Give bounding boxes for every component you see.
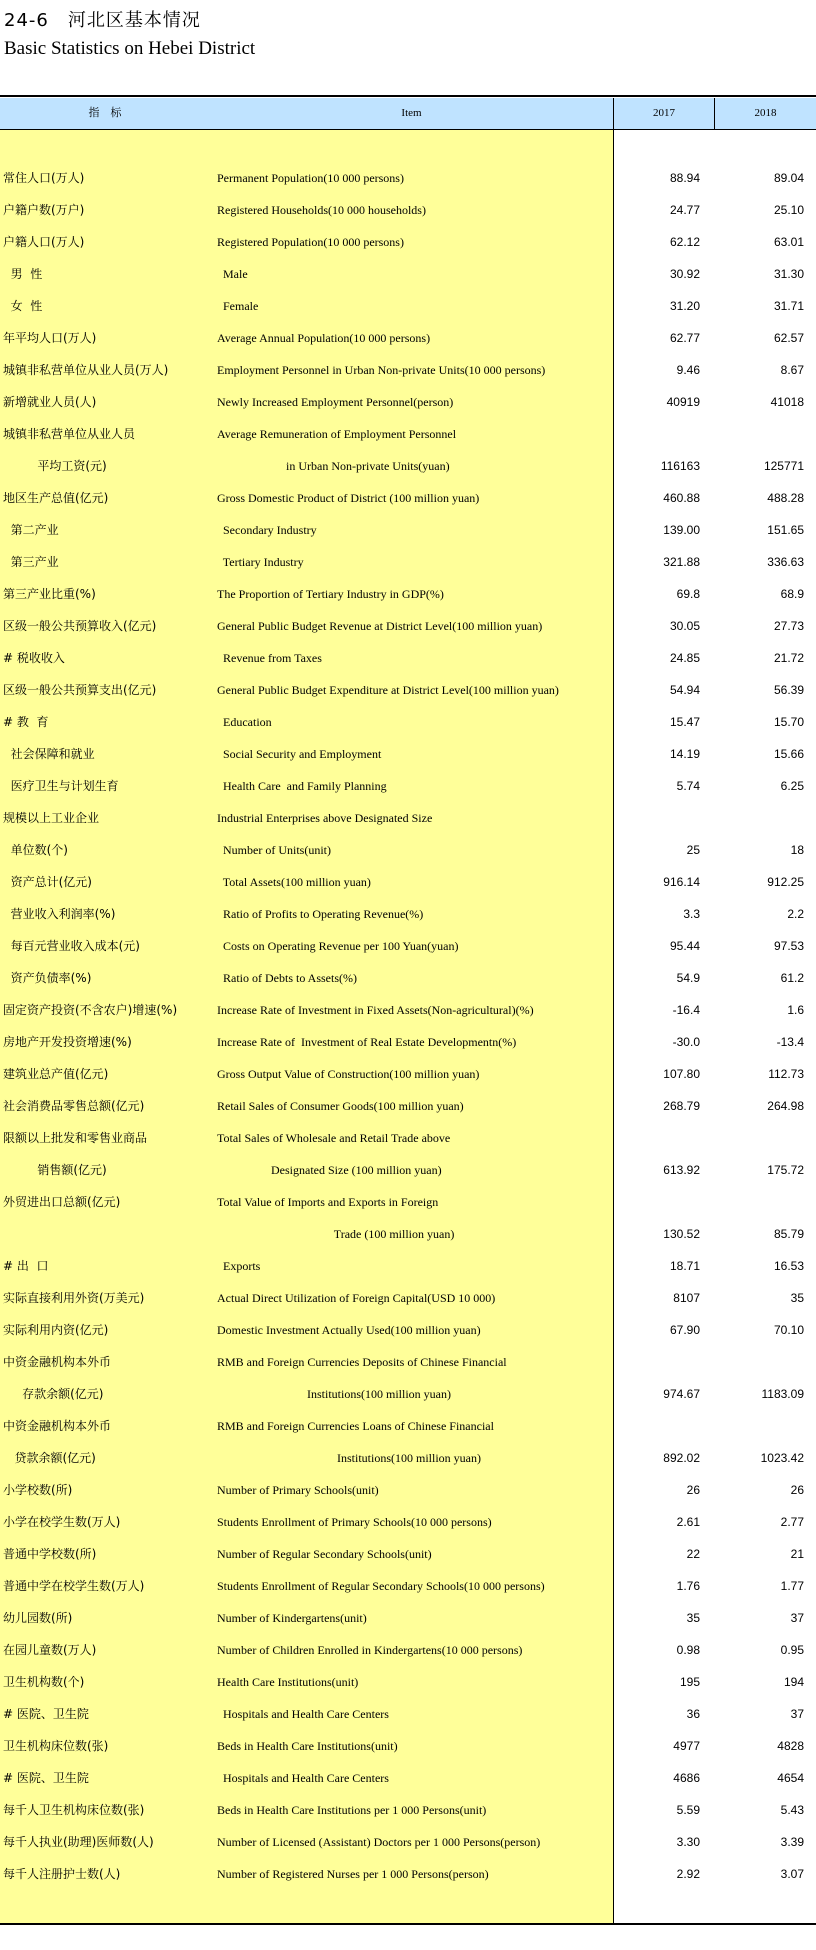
row-label-english: Average Annual Population(10 000 persons) bbox=[217, 331, 431, 345]
row-label-chinese: 第三产业比重(%) bbox=[3, 587, 96, 601]
row-label-english: Number of Primary Schools(unit) bbox=[217, 1483, 379, 1497]
value-2017: 195 bbox=[679, 1675, 700, 1689]
value-2017: 139.00 bbox=[663, 523, 700, 537]
table-title-chinese: 24-6 河北区基本情况 bbox=[4, 10, 201, 31]
value-2017: 2.92 bbox=[676, 1867, 700, 1881]
value-2018: 3.39 bbox=[780, 1835, 804, 1849]
value-2017: 24.77 bbox=[669, 203, 700, 217]
table-row bbox=[0, 610, 816, 642]
row-label-chinese: 卫生机构床位数(张) bbox=[3, 1739, 109, 1753]
value-2018: 336.63 bbox=[767, 555, 804, 569]
value-2018: 15.70 bbox=[773, 715, 804, 729]
value-2018: 31.30 bbox=[773, 267, 804, 281]
row-label-chinese: 卫生机构数(个) bbox=[3, 1675, 85, 1689]
value-2018: 125771 bbox=[763, 459, 804, 473]
table-row bbox=[0, 866, 816, 898]
value-2017: 268.79 bbox=[663, 1099, 700, 1113]
value-2018: 264.98 bbox=[767, 1099, 804, 1113]
value-2018: 56.39 bbox=[773, 683, 804, 697]
value-2018: 61.2 bbox=[780, 971, 804, 985]
row-label-english: Gross Output Value of Construction(100 million yuan) bbox=[217, 1067, 480, 1081]
table-row bbox=[0, 1378, 816, 1410]
row-label-chinese: 新增就业人员(人) bbox=[3, 395, 97, 409]
table-row bbox=[0, 1122, 816, 1154]
row-label-english: Health Care Institutions(unit) bbox=[217, 1675, 359, 1689]
row-label-english: Costs on Operating Revenue per 100 Yuan(yuan) bbox=[217, 939, 459, 953]
value-2017: 31.20 bbox=[669, 299, 700, 313]
value-2017: 67.90 bbox=[669, 1323, 700, 1337]
value-2017: 4686 bbox=[673, 1771, 700, 1785]
value-2018: 21 bbox=[790, 1547, 804, 1561]
row-label-english: Female bbox=[217, 299, 259, 313]
row-label-english: Male bbox=[217, 267, 248, 281]
row-label-english: Institutions(100 million yuan) bbox=[217, 1387, 451, 1401]
row-label-chinese: 外贸进出口总额(亿元) bbox=[3, 1195, 121, 1209]
row-label-chinese: # 出 口 bbox=[3, 1259, 49, 1273]
row-label-chinese: 单位数(个) bbox=[3, 843, 68, 857]
value-2017: 54.94 bbox=[669, 683, 700, 697]
row-label-chinese: 城镇非私营单位从业人员 bbox=[3, 427, 136, 441]
row-label-chinese: 实际利用内资(亿元) bbox=[3, 1323, 109, 1337]
value-2018: 85.79 bbox=[773, 1227, 804, 1241]
table-row bbox=[0, 1794, 816, 1826]
value-2018: 4654 bbox=[777, 1771, 804, 1785]
row-label-chinese: 限额以上批发和零售业商品 bbox=[3, 1131, 148, 1145]
row-label-english: Ratio of Debts to Assets(%) bbox=[217, 971, 357, 985]
row-label-chinese: 地区生产总值(亿元) bbox=[3, 491, 109, 505]
value-2017: 116163 bbox=[660, 459, 700, 473]
value-2017: 25 bbox=[686, 843, 700, 857]
row-label-chinese: 男 性 bbox=[3, 267, 43, 281]
table-row bbox=[0, 162, 816, 194]
table-row bbox=[0, 770, 816, 802]
row-label-english: Students Enrollment of Primary Schools(10 000 persons) bbox=[217, 1515, 492, 1529]
table-row bbox=[0, 194, 816, 226]
value-2018: 1.6 bbox=[787, 1003, 804, 1017]
value-2018: 2.77 bbox=[780, 1515, 804, 1529]
row-label-chinese: 年平均人口(万人) bbox=[3, 331, 97, 345]
header-indicator: 指 标 bbox=[88, 107, 122, 119]
table-row bbox=[0, 1346, 816, 1378]
row-label-chinese: 医疗卫生与计划生育 bbox=[3, 779, 119, 793]
value-2017: 40919 bbox=[666, 395, 700, 409]
value-2017: 321.88 bbox=[663, 555, 700, 569]
row-label-chinese: 社会保障和就业 bbox=[3, 747, 95, 761]
value-2017: 30.92 bbox=[669, 267, 700, 281]
value-2017: 15.47 bbox=[669, 715, 700, 729]
row-label-chinese: 区级一般公共预算支出(亿元) bbox=[3, 683, 157, 697]
value-2018: 26 bbox=[790, 1483, 804, 1497]
statistics-table bbox=[0, 95, 816, 1925]
table-row bbox=[0, 1634, 816, 1666]
table-row bbox=[0, 1826, 816, 1858]
value-2018: 37 bbox=[790, 1611, 804, 1625]
row-label-english: Designated Size (100 million yuan) bbox=[217, 1163, 442, 1177]
value-2017: -16.4 bbox=[672, 1003, 700, 1017]
value-2018: 31.71 bbox=[773, 299, 804, 313]
row-label-english: Domestic Investment Actually Used(100 million yuan) bbox=[217, 1323, 481, 1337]
column-divider-2 bbox=[714, 98, 715, 130]
value-2018: 5.43 bbox=[780, 1803, 804, 1817]
table-header bbox=[0, 98, 816, 130]
table-row bbox=[0, 1762, 816, 1794]
table-row bbox=[0, 1410, 816, 1442]
value-2018: 27.73 bbox=[773, 619, 804, 633]
value-2017: 88.94 bbox=[669, 171, 700, 185]
value-2018: 41018 bbox=[770, 395, 804, 409]
row-label-chinese: 区级一般公共预算收入(亿元) bbox=[3, 619, 157, 633]
row-label-chinese: # 教 育 bbox=[3, 715, 49, 729]
row-label-english: Secondary Industry bbox=[217, 523, 317, 537]
table-row bbox=[0, 1250, 816, 1282]
table-row bbox=[0, 1282, 816, 1314]
value-2017: 36 bbox=[686, 1707, 700, 1721]
value-2018: 62.57 bbox=[773, 331, 804, 345]
row-label-chinese: 固定资产投资(不含农户)增速(%) bbox=[3, 1003, 178, 1017]
value-2018: 175.72 bbox=[767, 1163, 804, 1177]
row-label-english: General Public Budget Expenditure at District Level(100 million yuan) bbox=[217, 683, 559, 697]
row-label-chinese: 第二产业 bbox=[3, 523, 59, 537]
row-label-chinese: 每千人注册护士数(人) bbox=[3, 1867, 121, 1881]
value-2018: 1.77 bbox=[780, 1579, 804, 1593]
row-label-chinese: 女 性 bbox=[3, 299, 43, 313]
row-label-english: Industrial Enterprises above Designated Size bbox=[217, 811, 433, 825]
value-2017: 5.74 bbox=[676, 779, 700, 793]
row-label-english: Registered Population(10 000 persons) bbox=[217, 235, 404, 249]
value-2017: 107.80 bbox=[663, 1067, 700, 1081]
row-label-english: Tertiary Industry bbox=[217, 555, 304, 569]
value-2018: 68.9 bbox=[780, 587, 804, 601]
value-2017: 0.98 bbox=[676, 1643, 700, 1657]
row-label-english: Number of Regular Secondary Schools(unit) bbox=[217, 1547, 432, 1561]
value-2017: 130.52 bbox=[663, 1227, 700, 1241]
row-label-chinese: # 税收收入 bbox=[3, 651, 65, 665]
value-2017: 974.67 bbox=[663, 1387, 700, 1401]
row-label-english: RMB and Foreign Currencies Loans of Chinese Financial bbox=[217, 1419, 494, 1433]
table-row bbox=[0, 1154, 816, 1186]
row-label-english: Hospitals and Health Care Centers bbox=[217, 1771, 389, 1785]
table-title-english: Basic Statistics on Hebei District bbox=[4, 38, 256, 59]
table-row bbox=[0, 738, 816, 770]
table-row bbox=[0, 130, 816, 162]
row-label-chinese: 实际直接利用外资(万美元) bbox=[3, 1291, 145, 1305]
table-row bbox=[0, 834, 816, 866]
value-2018: 8.67 bbox=[780, 363, 804, 377]
table-row bbox=[0, 994, 816, 1026]
row-label-chinese: 资产负债率(%) bbox=[3, 971, 92, 985]
table-row bbox=[0, 1698, 816, 1730]
value-2018: -13.4 bbox=[776, 1035, 804, 1049]
row-label-english: Health Care and Family Planning bbox=[217, 779, 387, 793]
table-row bbox=[0, 258, 816, 290]
value-2017: 69.8 bbox=[676, 587, 700, 601]
value-2018: 6.25 bbox=[780, 779, 804, 793]
row-label-chinese: 普通中学在校学生数(万人) bbox=[3, 1579, 145, 1593]
row-label-chinese: 每百元营业收入成本(元) bbox=[3, 939, 140, 953]
value-2018: 15.66 bbox=[773, 747, 804, 761]
row-label-chinese: 在园儿童数(万人) bbox=[3, 1643, 97, 1657]
table-row bbox=[0, 386, 816, 418]
table-row bbox=[0, 1058, 816, 1090]
value-2017: 460.88 bbox=[663, 491, 700, 505]
table-row bbox=[0, 418, 816, 450]
header-item: Item bbox=[401, 107, 422, 119]
row-label-chinese: 户籍人口(万人) bbox=[3, 235, 85, 249]
bottom-rule bbox=[0, 1923, 816, 1925]
value-2018: 89.04 bbox=[773, 171, 804, 185]
value-2017: -30.0 bbox=[672, 1035, 700, 1049]
table-row bbox=[0, 1218, 816, 1250]
value-2017: 3.30 bbox=[676, 1835, 700, 1849]
value-2018: 18 bbox=[790, 843, 804, 857]
table-row bbox=[0, 226, 816, 258]
row-label-chinese: 常住人口(万人) bbox=[3, 171, 85, 185]
row-label-english: Retail Sales of Consumer Goods(100 million yuan) bbox=[217, 1099, 464, 1113]
row-label-chinese: 存款余额(亿元) bbox=[3, 1387, 104, 1401]
row-label-chinese: 城镇非私营单位从业人员(万人) bbox=[3, 363, 169, 377]
row-label-chinese: 平均工资(元) bbox=[3, 459, 107, 473]
value-2017: 613.92 bbox=[663, 1163, 700, 1177]
row-label-english: Students Enrollment of Regular Secondary Schools(10 000 persons) bbox=[217, 1579, 545, 1593]
value-2017: 9.46 bbox=[676, 363, 700, 377]
table-row bbox=[0, 962, 816, 994]
row-label-chinese: 小学校数(所) bbox=[3, 1483, 73, 1497]
row-label-english: Gross Domestic Product of District (100 million yuan) bbox=[217, 491, 480, 505]
table-row bbox=[0, 514, 816, 546]
value-2017: 62.12 bbox=[669, 235, 700, 249]
row-label-english: Increase Rate of Investment in Fixed Assets(Non-agricultural)(%) bbox=[217, 1003, 534, 1017]
row-label-chinese: 社会消费品零售总额(亿元) bbox=[3, 1099, 145, 1113]
value-2018: 37 bbox=[790, 1707, 804, 1721]
value-2018: 63.01 bbox=[773, 235, 804, 249]
value-2018: 16.53 bbox=[773, 1259, 804, 1273]
value-2017: 18.71 bbox=[669, 1259, 700, 1273]
table-row bbox=[0, 1026, 816, 1058]
table-row bbox=[0, 354, 816, 386]
table-row bbox=[0, 1602, 816, 1634]
table-row bbox=[0, 1730, 816, 1762]
value-2017: 22 bbox=[686, 1547, 700, 1561]
row-label-english: Revenue from Taxes bbox=[217, 651, 322, 665]
row-label-english: Exports bbox=[217, 1259, 261, 1273]
value-2017: 14.19 bbox=[669, 747, 700, 761]
row-label-chinese: 销售额(亿元) bbox=[3, 1163, 107, 1177]
table-row bbox=[0, 1090, 816, 1122]
row-label-chinese: 中资金融机构本外币 bbox=[3, 1419, 112, 1433]
row-label-english: Number of Kindergartens(unit) bbox=[217, 1611, 367, 1625]
row-label-chinese: 户籍户数(万户) bbox=[3, 203, 85, 217]
row-label-english: Number of Children Enrolled in Kindergartens(10 000 persons) bbox=[217, 1643, 523, 1657]
row-label-chinese: 贷款余额(亿元) bbox=[3, 1451, 96, 1465]
table-row bbox=[0, 1538, 816, 1570]
table-row bbox=[0, 802, 816, 834]
table-row bbox=[0, 1442, 816, 1474]
row-label-english: Hospitals and Health Care Centers bbox=[217, 1707, 389, 1721]
row-label-english: Total Assets(100 million yuan) bbox=[217, 875, 371, 889]
table-row bbox=[0, 1570, 816, 1602]
row-label-english: Number of Registered Nurses per 1 000 Persons(person) bbox=[217, 1867, 489, 1881]
table-row bbox=[0, 578, 816, 610]
row-label-chinese: # 医院、卫生院 bbox=[3, 1771, 89, 1785]
table-row bbox=[0, 674, 816, 706]
row-label-english: RMB and Foreign Currencies Deposits of Chinese Financial bbox=[217, 1355, 507, 1369]
value-2017: 54.9 bbox=[676, 971, 700, 985]
row-label-english: Beds in Health Care Institutions per 1 000 Persons(unit) bbox=[217, 1803, 487, 1817]
row-label-chinese: 中资金融机构本外币 bbox=[3, 1355, 112, 1369]
table-row bbox=[0, 1858, 816, 1890]
row-label-english: Trade (100 million yuan) bbox=[217, 1227, 455, 1241]
row-label-english: Actual Direct Utilization of Foreign Capital(USD 10 000) bbox=[217, 1291, 496, 1305]
row-label-chinese: 规模以上工业企业 bbox=[3, 811, 100, 825]
value-2017: 4977 bbox=[673, 1739, 700, 1753]
row-label-chinese: 幼儿园数(所) bbox=[3, 1611, 73, 1625]
row-label-chinese: # 医院、卫生院 bbox=[3, 1707, 89, 1721]
table-row bbox=[0, 642, 816, 674]
value-2018: 912.25 bbox=[767, 875, 804, 889]
table-row bbox=[0, 1314, 816, 1346]
table-row bbox=[0, 1186, 816, 1218]
table-row bbox=[0, 322, 816, 354]
value-2018: 1023.42 bbox=[760, 1451, 804, 1465]
row-label-chinese: 营业收入利润率(%) bbox=[3, 907, 116, 921]
row-label-english: Social Security and Employment bbox=[217, 747, 382, 761]
row-label-english: in Urban Non-private Units(yuan) bbox=[217, 459, 450, 473]
row-label-english: Number of Units(unit) bbox=[217, 843, 331, 857]
value-2018: 1183.09 bbox=[761, 1387, 804, 1401]
value-2018: 70.10 bbox=[773, 1323, 804, 1337]
value-2017: 95.44 bbox=[669, 939, 700, 953]
row-label-english: Total Sales of Wholesale and Retail Trade above bbox=[217, 1131, 451, 1145]
row-label-english: General Public Budget Revenue at District Level(100 million yuan) bbox=[217, 619, 543, 633]
value-2017: 1.76 bbox=[676, 1579, 700, 1593]
value-2018: 25.10 bbox=[773, 203, 804, 217]
value-2017: 892.02 bbox=[663, 1451, 700, 1465]
row-label-english: Institutions(100 million yuan) bbox=[217, 1451, 481, 1465]
top-rule bbox=[0, 95, 816, 97]
value-2017: 30.05 bbox=[669, 619, 700, 633]
value-2018: 97.53 bbox=[773, 939, 804, 953]
row-label-english: Beds in Health Care Institutions(unit) bbox=[217, 1739, 398, 1753]
row-label-english: The Proportion of Tertiary Industry in GDP(%) bbox=[217, 587, 444, 601]
row-label-english: Increase Rate of Investment of Real Estate Developmentn(%) bbox=[217, 1035, 517, 1049]
table-row bbox=[0, 450, 816, 482]
value-2017: 35 bbox=[686, 1611, 700, 1625]
value-2017: 8107 bbox=[673, 1291, 700, 1305]
value-2018: 4828 bbox=[777, 1739, 804, 1753]
value-2017: 62.77 bbox=[669, 331, 700, 345]
row-label-chinese: 第三产业 bbox=[3, 555, 59, 569]
value-2018: 21.72 bbox=[773, 651, 804, 665]
row-label-chinese: 小学在校学生数(万人) bbox=[3, 1515, 121, 1529]
value-2017: 26 bbox=[686, 1483, 700, 1497]
row-label-english: Employment Personnel in Urban Non-private Units(10 000 persons) bbox=[217, 363, 546, 377]
value-2018: 0.95 bbox=[780, 1643, 804, 1657]
row-label-chinese: 建筑业总产值(亿元) bbox=[3, 1067, 109, 1081]
table-row bbox=[0, 930, 816, 962]
row-label-chinese: 资产总计(亿元) bbox=[3, 875, 92, 889]
value-2018: 112.73 bbox=[768, 1067, 804, 1081]
value-2018: 194 bbox=[783, 1675, 804, 1689]
value-2017: 3.3 bbox=[683, 907, 700, 921]
row-label-chinese: 普通中学校数(所) bbox=[3, 1547, 97, 1561]
table-row bbox=[0, 898, 816, 930]
row-label-english: Number of Licensed (Assistant) Doctors per 1 000 Persons(person) bbox=[217, 1835, 541, 1849]
table-row bbox=[0, 546, 816, 578]
value-2018: 2.2 bbox=[787, 907, 804, 921]
row-label-chinese: 每千人卫生机构床位数(张) bbox=[3, 1803, 145, 1817]
table-row bbox=[0, 706, 816, 738]
row-label-chinese: 房地产开发投资增速(%) bbox=[3, 1035, 132, 1049]
value-2017: 2.61 bbox=[676, 1515, 700, 1529]
table-row bbox=[0, 482, 816, 514]
value-2017: 916.14 bbox=[663, 875, 700, 889]
row-label-english: Ratio of Profits to Operating Revenue(%) bbox=[217, 907, 424, 921]
row-label-english: Permanent Population(10 000 persons) bbox=[217, 171, 404, 185]
value-2017: 5.59 bbox=[676, 1803, 700, 1817]
row-label-english: Average Remuneration of Employment Personnel bbox=[217, 427, 457, 441]
value-2018: 35 bbox=[790, 1291, 804, 1305]
header-2018: 2018 bbox=[754, 107, 777, 119]
value-2018: 3.07 bbox=[780, 1867, 804, 1881]
table-row bbox=[0, 1474, 816, 1506]
value-2018: 488.28 bbox=[767, 491, 804, 505]
row-label-english: Registered Households(10 000 households) bbox=[217, 203, 426, 217]
value-2018: 151.65 bbox=[767, 523, 804, 537]
row-label-chinese: 每千人执业(助理)医师数(人) bbox=[3, 1835, 154, 1849]
row-label-english: Education bbox=[217, 715, 272, 729]
row-label-english: Total Value of Imports and Exports in Foreign bbox=[217, 1195, 439, 1209]
table-row bbox=[0, 1506, 816, 1538]
header-2017: 2017 bbox=[653, 107, 675, 119]
value-2017: 24.85 bbox=[669, 651, 700, 665]
table-row bbox=[0, 1666, 816, 1698]
row-label-english: Newly Increased Employment Personnel(person) bbox=[217, 395, 454, 409]
table-row bbox=[0, 290, 816, 322]
